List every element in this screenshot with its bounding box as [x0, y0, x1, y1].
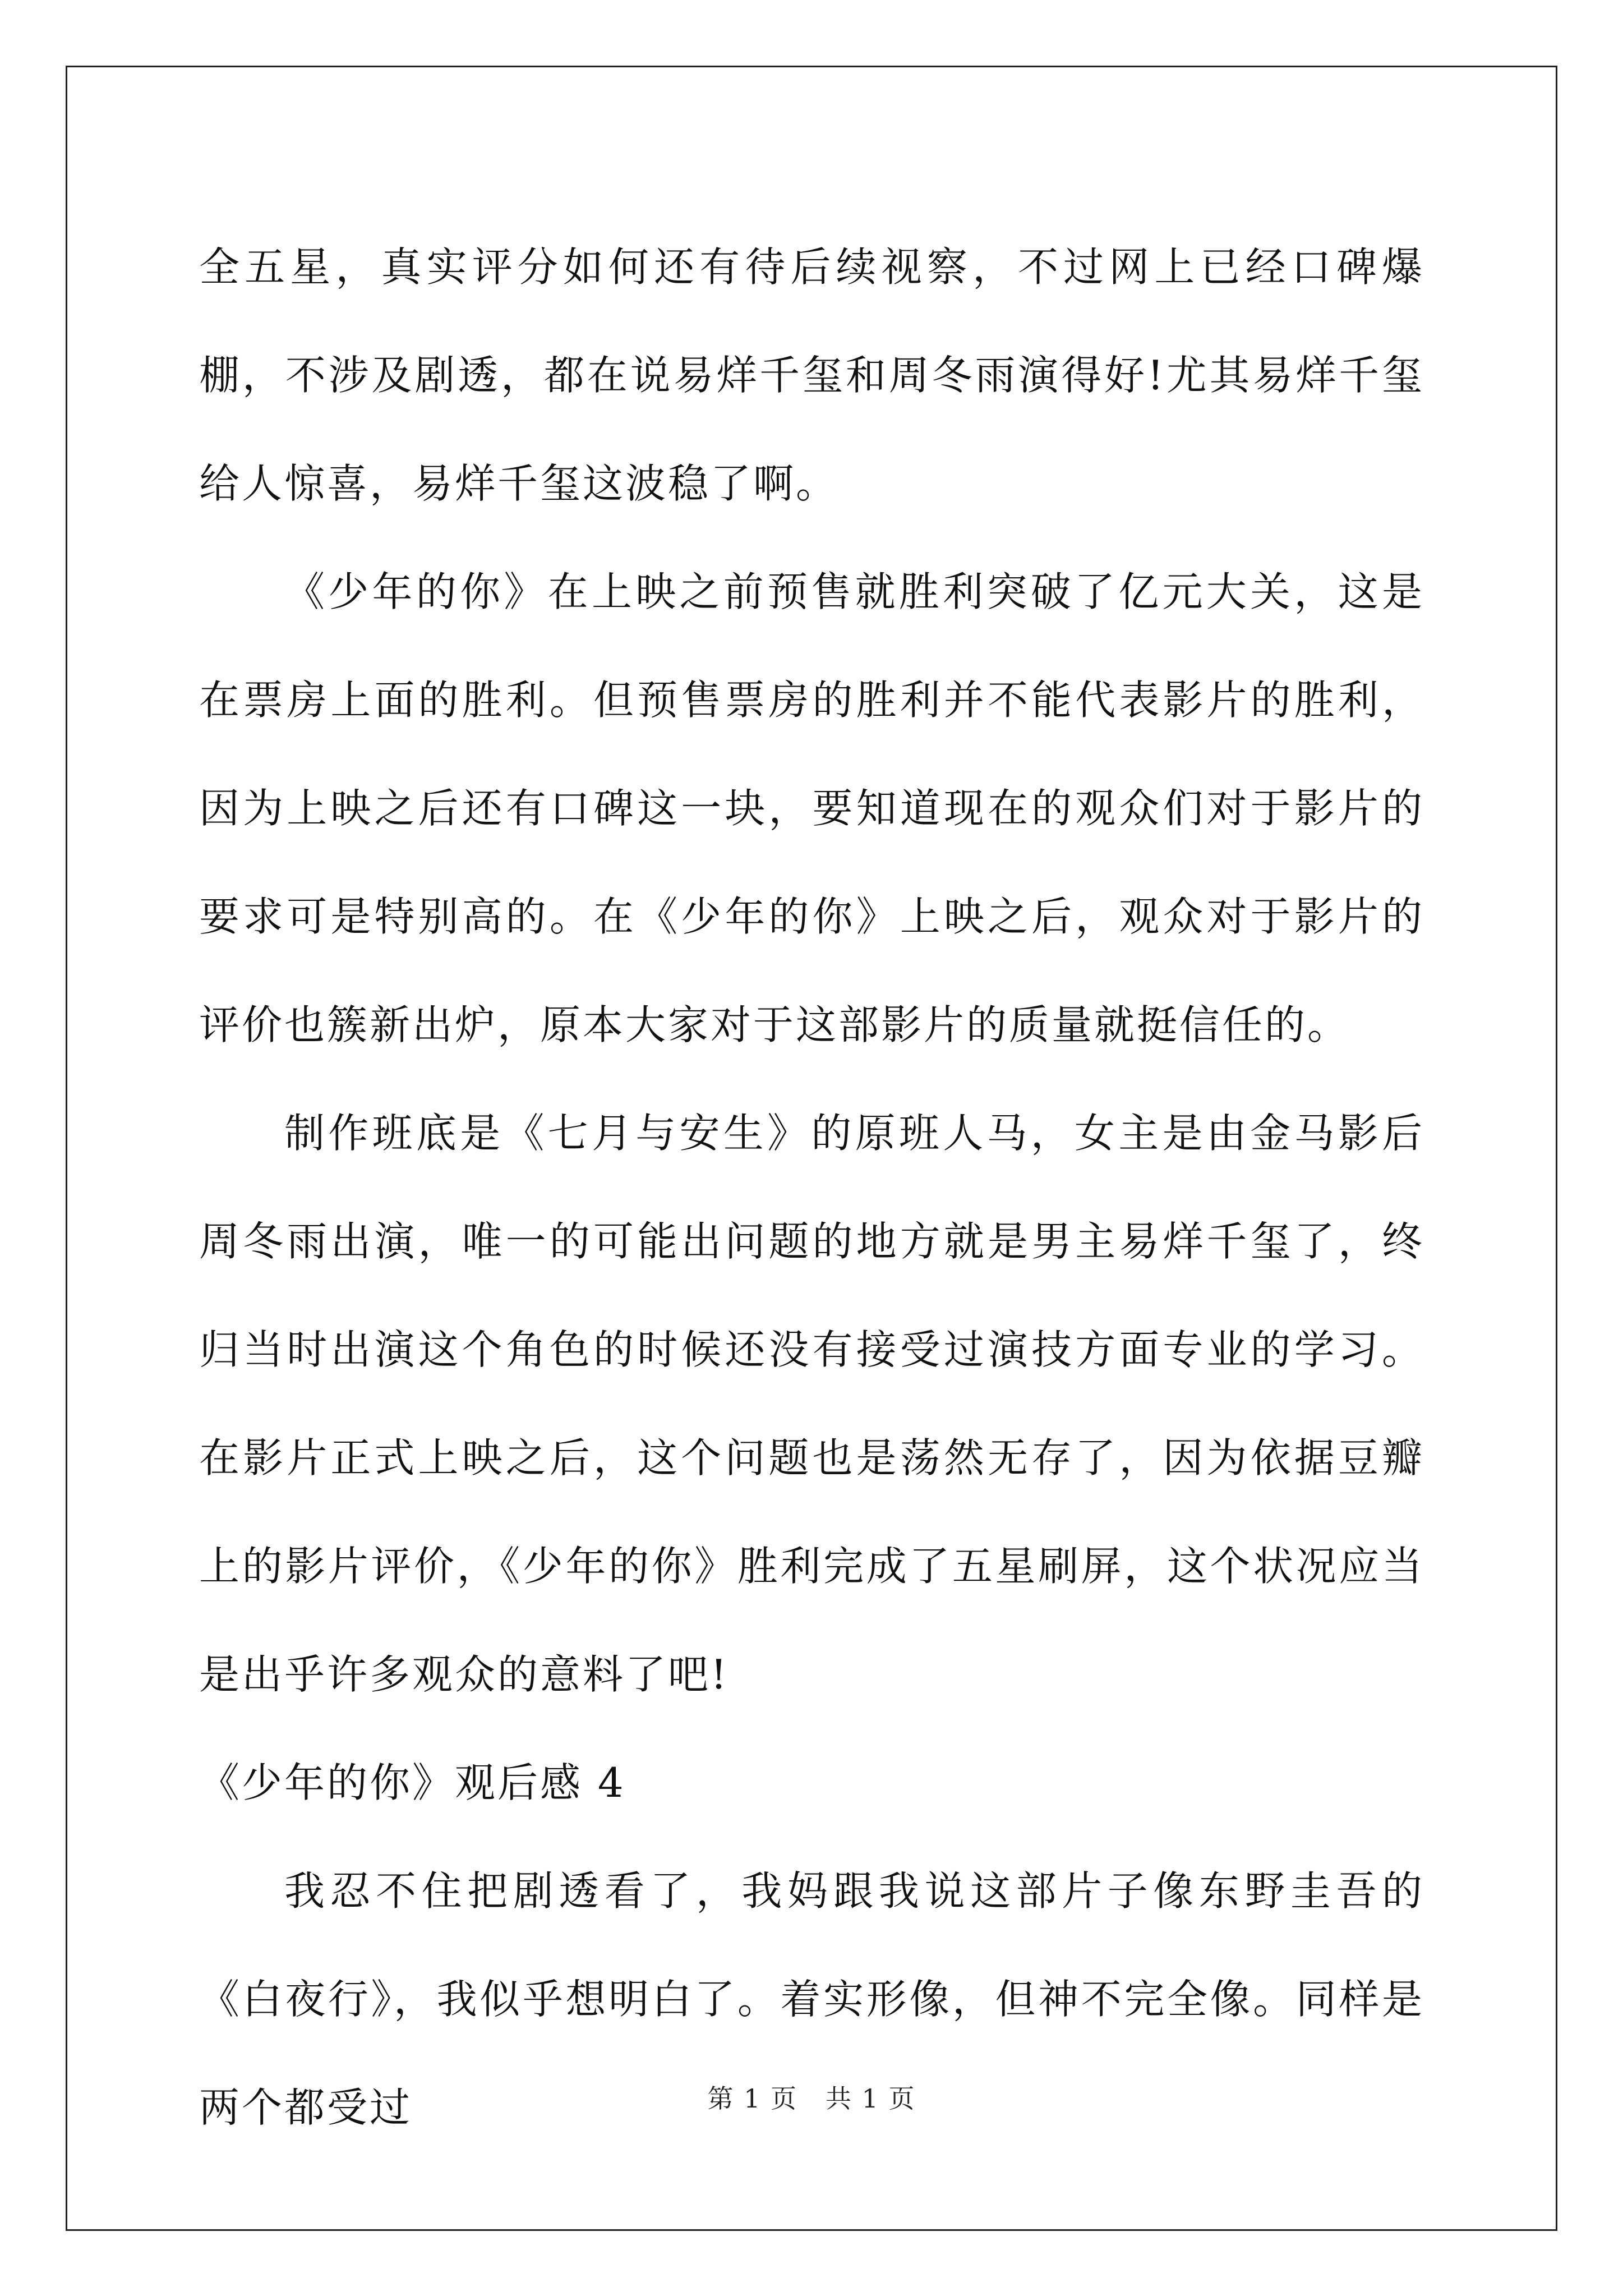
- page-footer: [0, 2078, 1623, 2115]
- section-heading: 《少年的你》观后感 4: [199, 1759, 626, 1806]
- page-total: 共 1 页: [826, 2083, 916, 2114]
- document-body: [199, 213, 1424, 2162]
- paragraph-4: 我忍不住把剧透看了，我妈跟我说这部片子像东野圭吾的《白夜行》，我似乎想明白了。着实形像，但神不完全像。同样是两个都受过: [199, 1867, 1424, 2131]
- paragraph-2: 《少年的你》在上映之前预售就胜利突破了亿元大关，这是在票房上面的胜利。但预售票房的胜利并不能代表影片的胜利，因为上映之后还有口碑这一块，要知道现在的观众们对于影片的要求可是特别高的。在《少年的你》上映之后，观众对于影片的评价也簇新出炉，原本大家对于这部影片的质量就挺信任的。: [199, 568, 1424, 1048]
- page-number: 第 1 页: [707, 2083, 797, 2114]
- paragraph-3: 制作班底是《七月与安生》的原班人马，女主是由金马影后周冬雨出演，唯一的可能出问题的地方就是男主易烊千玺了，终归当时出演这个角色的时候还没有接受过演技方面专业的学习。在影片正式上映之后，这个问题也是荡然无存了，因为依据豆瓣上的影片评价，《少年的你》胜利完成了五星刷屏，这个状况应当是出乎许多观众的意料了吧!: [199, 1110, 1424, 1698]
- paragraph-1: 全五星，真实评分如何还有待后续视察，不过网上已经口碑爆棚，不涉及剧透，都在说易烊千玺和周冬雨演得好!尤其易烊千玺给人惊喜，易烊千玺这波稳了啊。: [199, 243, 1424, 507]
